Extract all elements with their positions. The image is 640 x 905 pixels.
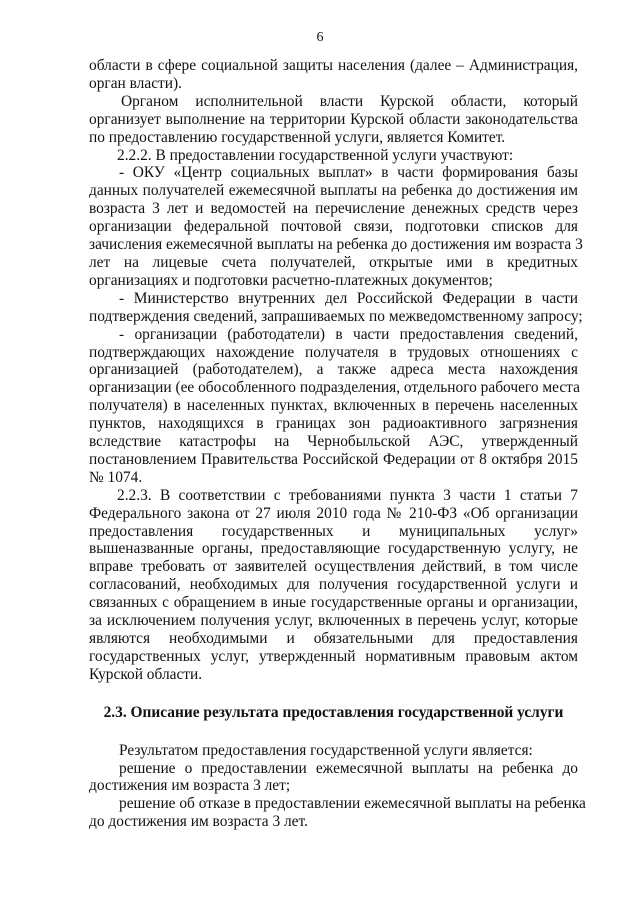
text-line: организации федеральной почтовой связи, подготовки списков для [89,218,578,236]
text-line: подтверждения сведений, запрашиваемых по межведомственному запросу; [89,307,583,325]
section-2-3-body [89,741,586,832]
text-line: получателя) в населенных пунктах, включенных в перечень населенных [89,397,578,415]
text-line: являются необходимыми и обязательными для предоставления [89,630,578,647]
text-line: за исключением получения услуг, включенных в перечень услуг, которые [89,612,578,630]
text-line: организует выполнение на территории Курской области законодательства [89,110,578,128]
text-line: предоставления государственных и муниципальных услуг» [89,522,578,540]
text-line: зачисления ежемесячной выплаты на ребенка до достижения им возраста 3 [89,236,583,254]
text-line: области в сфере социальной защиты населения (далее – Администрация, [89,57,578,74]
text-line: организациях и подготовки расчетно-платежных документов; [89,271,493,289]
text-line: Результатом предоставления государственной услуги является: [119,741,533,759]
page-number: 6 [316,30,324,45]
text-line: организации (ее обособленного подразделения, отдельного рабочего места [89,379,580,397]
text-line: пунктов, находящихся в границах зон радиоактивного загрязнения [89,415,578,433]
text-line: решение об отказе в предоставлении ежемесячной выплаты на ребенка [119,795,586,813]
text-line: вправе требовать от заявителей осуществления действий, в том числе [89,558,578,576]
clause-2-2-2 [89,147,578,165]
text-line: - Министерство внутренних дел Российской Федерации в части [119,289,578,307]
text-line: Федерального закона от 27 июля 2010 года № 210-ФЗ «Об организации [89,504,578,522]
text-line: вследствие катастрофы на Чернобыльской АЭС, утвержденный [89,433,578,451]
text-line: данных получателей ежемесячной выплаты на ребенка до достижения им [89,182,578,200]
text-line: вышеназванные органы, предоставляющие государственную услугу, не [89,540,578,558]
text-line: № 1074. [89,468,143,486]
paragraph-administration [89,57,578,93]
text-line: государственных услуг, утвержденный нормативным правовым актом [89,647,578,665]
text-line: 2.2.3. В соответствии с требованиями пункта 3 части 1 статьи 7 [117,486,578,504]
text-line: до достижения им возраста 3 лет. [89,813,308,831]
text-line: Курской области. [89,665,203,683]
section-heading: 2.3. Описание результата предоставления государственной услуги [103,703,564,721]
text-line: связанных с обращением в иные государственные органы и организации, [89,594,578,612]
list-item-employers [89,326,578,487]
text-line: согласований, необходимых для получения государственной услуги и [89,576,578,594]
text-line: по предоставлению государственной услуги, является Комитет. [89,128,506,146]
text-line: - организации (работодатели) в части предоставления сведений, [119,325,578,343]
text-line: 2.2.2. В предоставлении государственной услуги участвуют: [117,146,514,164]
text-line: организацией (работодателем), а также адреса места нахождения [89,361,578,379]
text-line: Органом исполнительной власти Курской области, который [121,92,578,110]
clause-2-2-3 [89,487,578,684]
text-line: подтверждающих нахождение получателя в трудовых отношениях с [89,343,578,361]
list-item-ministry [89,289,583,326]
text-line: - ОКУ «Центр социальных выплат» в части формирования базы [119,164,578,182]
text-line: решение о предоставлении ежемесячной выплаты на ребенка до [119,759,578,777]
paragraph-executive-body [89,93,578,147]
document-body [89,57,586,831]
text-line: возраста 3 лет и ведомостей на перечисление денежных средств через [89,200,578,218]
text-line: лет на лицевые счета получателей, открытые ими в кредитных [89,253,578,271]
list-item-oku [89,164,583,289]
text-line: достижения им возраста 3 лет; [89,777,291,795]
text-line: постановлением Правительства Российской Федерации от 8 октября 2015 [89,450,578,468]
text-line: орган власти). [89,74,182,92]
section-2-3-heading [89,704,578,722]
